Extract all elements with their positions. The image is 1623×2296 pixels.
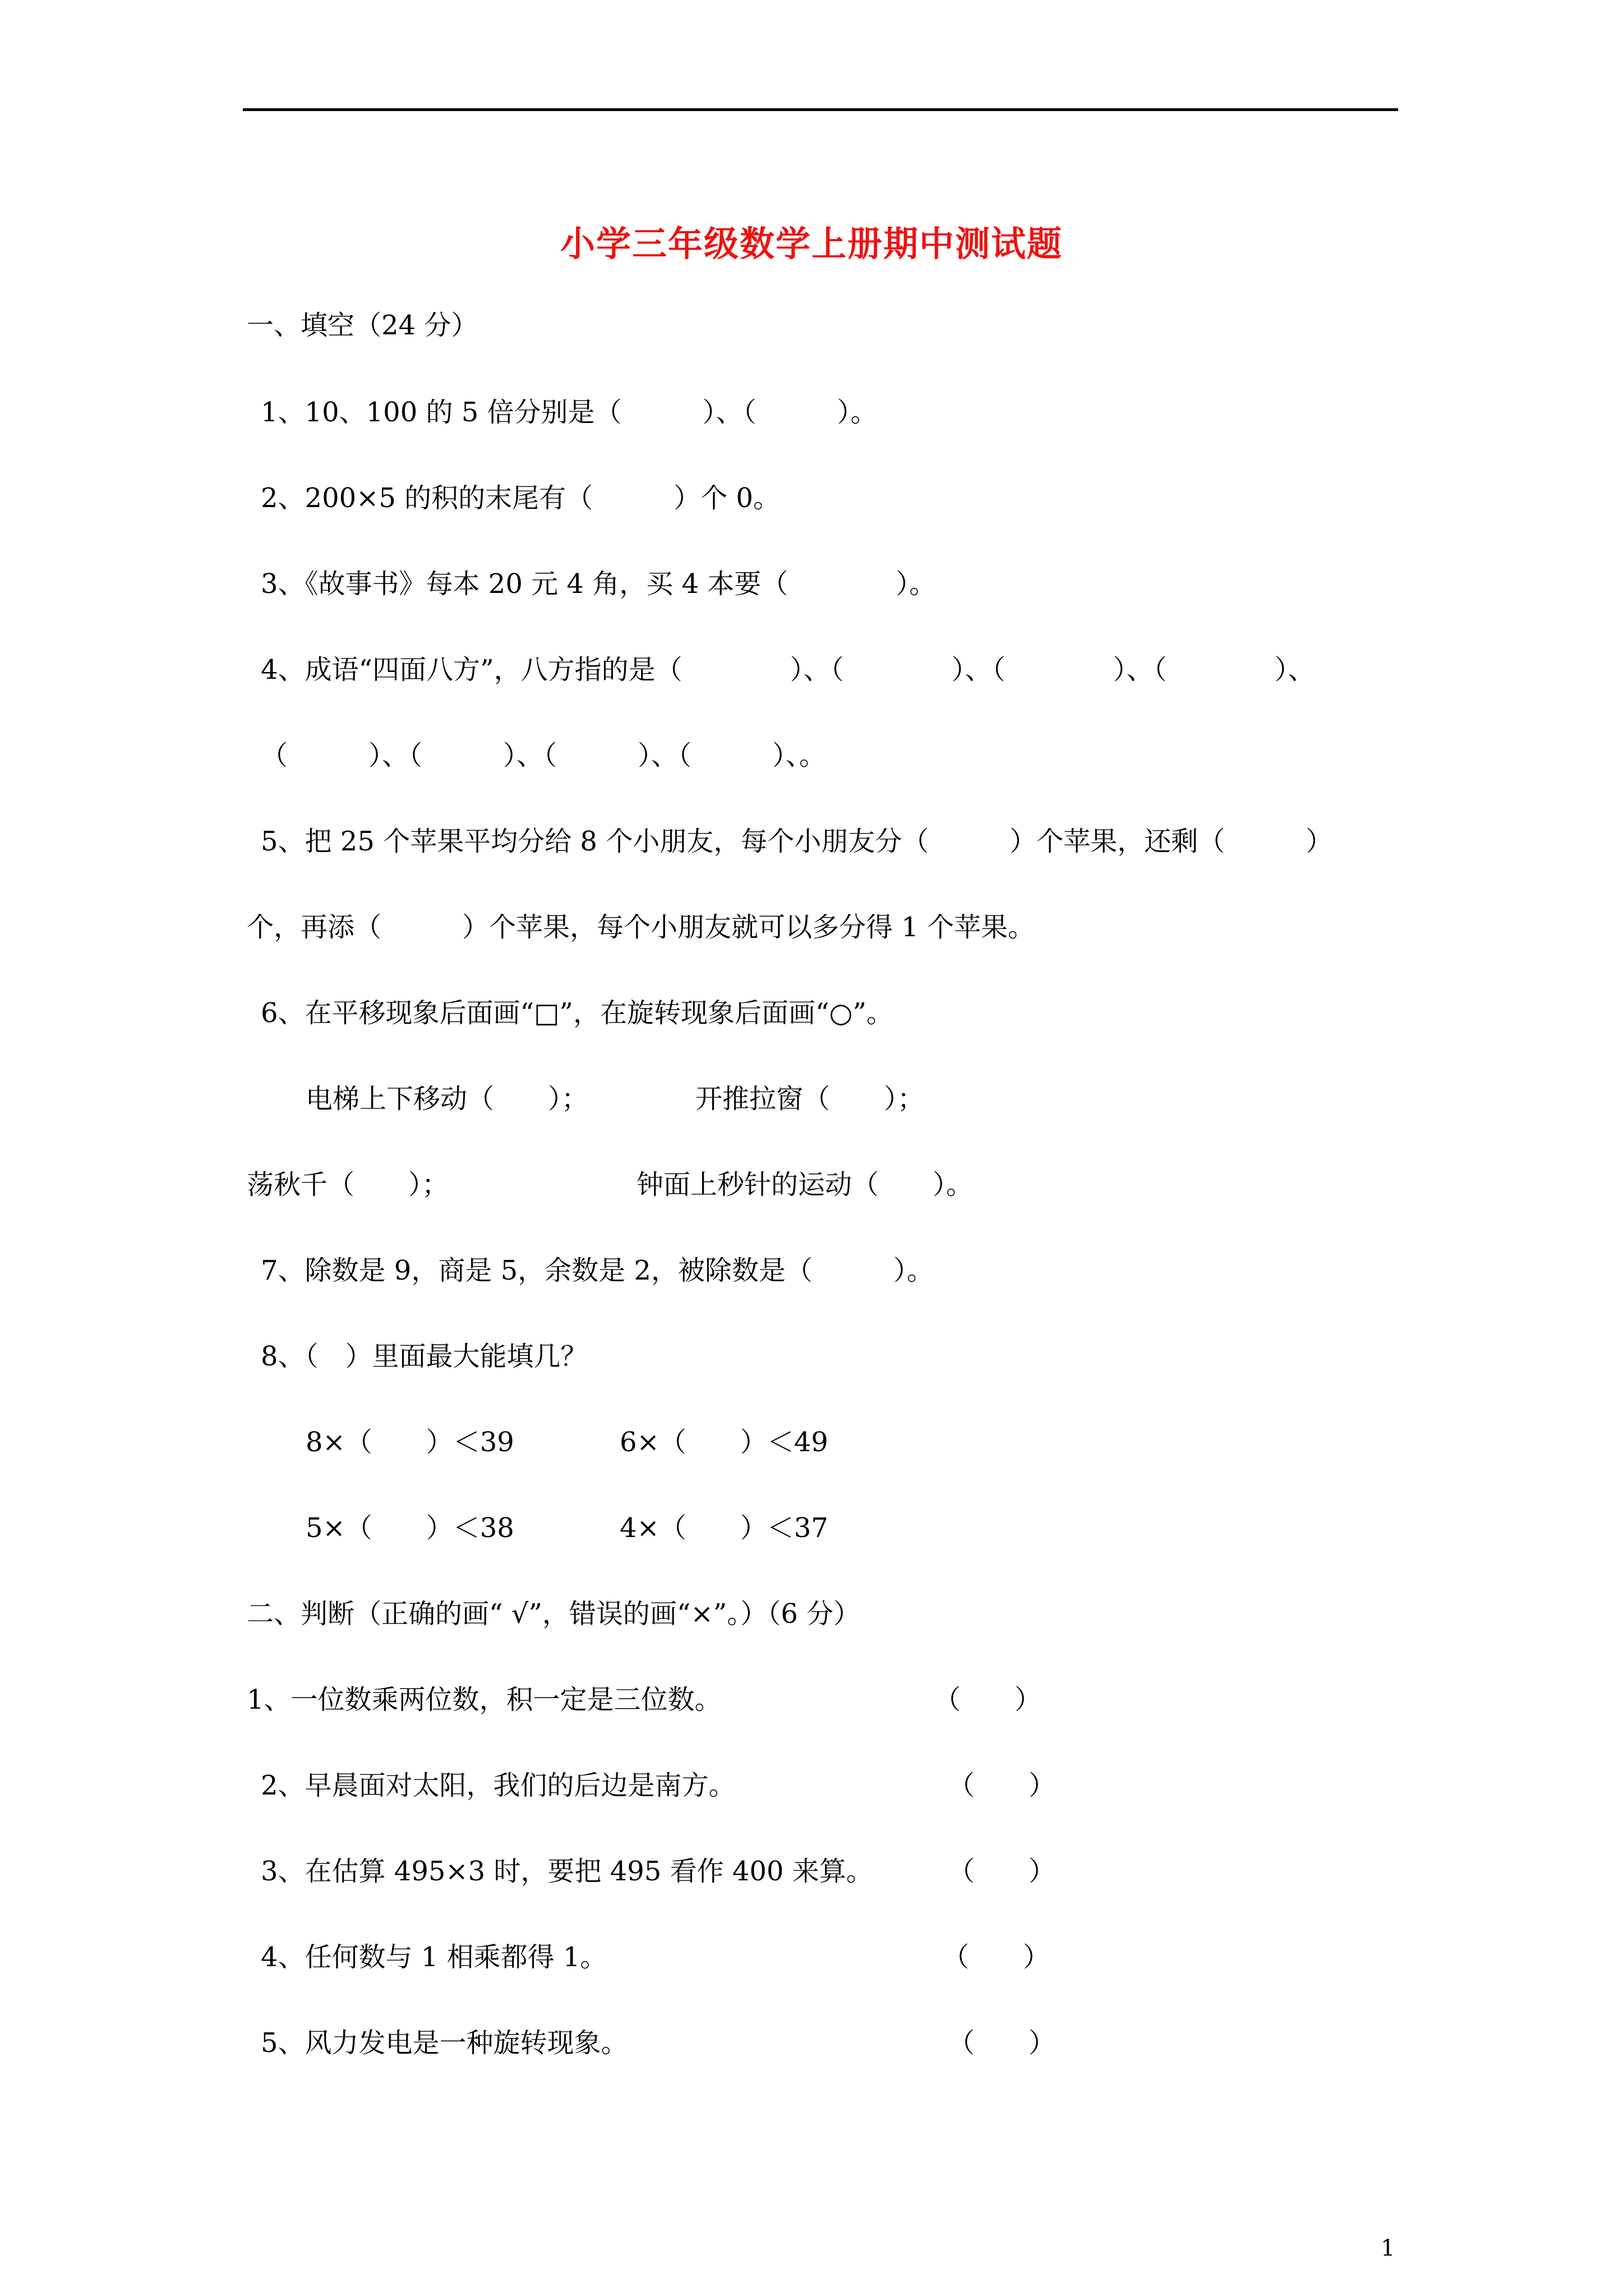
- question-8-item-c: 5×（ ）＜38: [306, 1512, 514, 1544]
- judge-item-3-blank: （ ）: [948, 1856, 1056, 1887]
- question-5-line1: 5、把 25 个苹果平均分给 8 个小朋友，每个小朋友分（ ）个苹果，还剩（ ）: [261, 826, 1333, 857]
- question-4-line1: 4、成语“四面八方”，八方指的是（ ）、（ ）、（ ）、（ ）、: [261, 654, 1315, 685]
- judge-item-1-blank: （ ）: [934, 1684, 1042, 1715]
- section1-heading: 一、填空（24 分）: [247, 310, 478, 341]
- question-8-item-d: 4×（ ）＜37: [620, 1512, 828, 1544]
- header-rule: [243, 108, 1398, 111]
- judge-item-1: 1、一位数乘两位数，积一定是三位数。: [247, 1684, 722, 1715]
- judge-item-4-blank: （ ）: [942, 1941, 1050, 1973]
- section2-heading: 二、判断（正确的画“ √”，错误的画“×”。）（6 分）: [247, 1598, 861, 1630]
- judge-item-3: 3、在估算 495×3 时，要把 495 看作 400 来算。: [261, 1856, 873, 1887]
- judge-item-5-blank: （ ）: [948, 2027, 1056, 2059]
- question-6-item-clock: 钟面上秒针的运动（ ）。: [637, 1169, 974, 1200]
- question-6-item-elevator: 电梯上下移动（ ）；: [306, 1083, 589, 1115]
- question-5-line2: 个，再添（ ）个苹果，每个小朋友就可以多分得 1 个苹果。: [247, 912, 1035, 943]
- judge-item-4: 4、任何数与 1 相乘都得 1。: [261, 1941, 607, 1973]
- judge-item-5: 5、风力发电是一种旋转现象。: [261, 2027, 628, 2059]
- question-7: 7、除数是 9，商是 5，余数是 2，被除数是（ ）。: [261, 1255, 934, 1286]
- question-8-item-a: 8×（ ）＜39: [306, 1427, 514, 1458]
- judge-item-2: 2、早晨面对太阳，我们的后边是南方。: [261, 1770, 736, 1801]
- question-3: 3、《故事书》每本 20 元 4 角，买 4 本要（ ）。: [261, 568, 937, 600]
- question-4-line2: （ ）、（ ）、（ ）、（ ）、。: [261, 740, 827, 771]
- question-2: 2、200×5 的积的末尾有（ ）个 0。: [261, 482, 780, 514]
- question-8: 8、（ ）里面最大能填几？: [261, 1341, 588, 1372]
- question-6-item-window: 开推拉窗（ ）；: [695, 1083, 925, 1115]
- question-1: 1、10、100 的 5 倍分别是（ ）、（ ）。: [261, 397, 878, 428]
- page-number: 1: [1381, 2235, 1395, 2261]
- question-8-item-b: 6×（ ）＜49: [620, 1427, 828, 1458]
- page-title: 小学三年级数学上册期中测试题: [560, 223, 1063, 264]
- judge-item-2-blank: （ ）: [948, 1770, 1056, 1801]
- question-6-item-swing: 荡秋千（ ）；: [247, 1169, 449, 1200]
- question-6: 6、在平移现象后面画“□”，在旋转现象后面画“○”。: [261, 997, 893, 1029]
